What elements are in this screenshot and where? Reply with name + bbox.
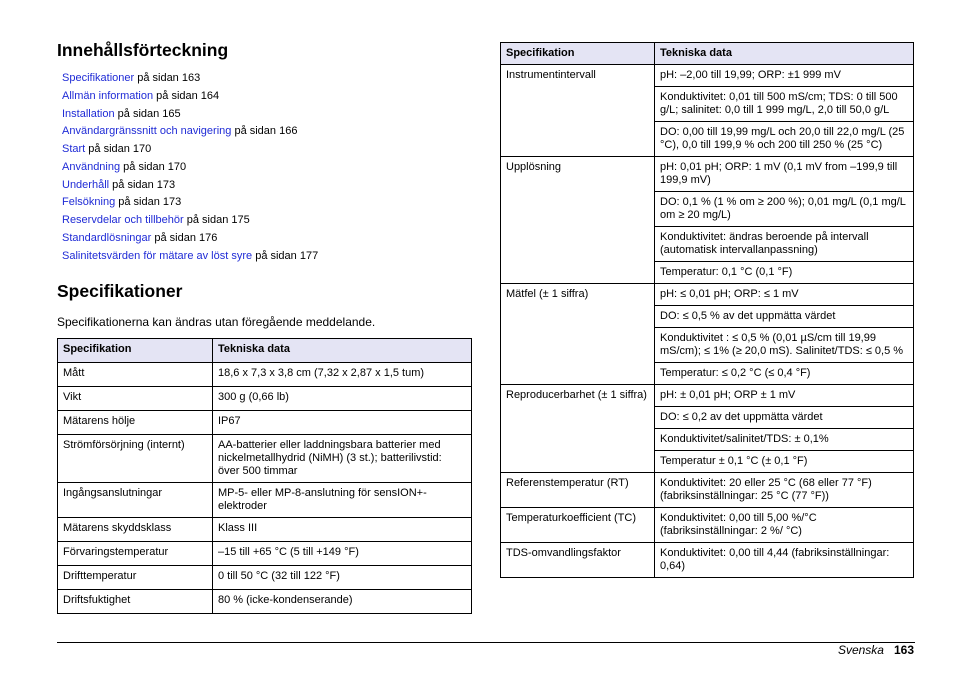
spec-name: Upplösning — [501, 157, 655, 284]
spec-name: TDS-omvandlingsfaktor — [501, 543, 655, 578]
table-row — [58, 566, 472, 590]
toc-link[interactable]: Salinitetsvärden för mätare av löst syre — [62, 249, 253, 262]
table-row — [501, 284, 914, 306]
toc-link[interactable]: Allmän information — [62, 89, 154, 102]
toc-item — [62, 248, 472, 266]
spec-value: MP-5- eller MP-8-anslutning för sensION+-elektroder — [213, 483, 472, 518]
table-row — [58, 363, 472, 387]
toc-link[interactable]: Användning — [62, 160, 121, 173]
spec-value: pH: –2,00 till 19,99; ORP: ±1 999 mV — [655, 65, 914, 87]
spec-value: Temperatur: ≤ 0,2 °C (≤ 0,4 °F) — [655, 363, 914, 385]
spec-value: 300 g (0,66 lb) — [213, 387, 472, 411]
toc-link[interactable]: Installation — [62, 107, 115, 120]
table-row — [58, 411, 472, 435]
toc-page-ref: på sidan 166 — [231, 125, 298, 138]
toc-item — [62, 123, 472, 141]
spec-table — [57, 338, 472, 614]
spec-name: Driftsfuktighet — [58, 590, 213, 614]
toc-item — [62, 212, 472, 230]
spec-name: Mätarens hölje — [58, 411, 213, 435]
spec-value: Konduktivitet: 20 eller 25 °C (68 eller 77 °F) (fabriksinställningar: 25 °C (77 °F)) — [655, 473, 914, 508]
table-row — [501, 385, 914, 407]
spec-value: IP67 — [213, 411, 472, 435]
table-row — [501, 65, 914, 87]
spec-value: DO: ≤ 0,5 % av det uppmätta värdet — [655, 306, 914, 328]
spec-name: Referenstemperatur (RT) — [501, 473, 655, 508]
toc-page-ref: på sidan 163 — [134, 72, 201, 84]
spec-value: pH: ± 0,01 pH; ORP ± 1 mV — [655, 385, 914, 407]
spec-name: Mätarens skyddsklass — [58, 518, 213, 542]
spec-value: Temperatur ± 0,1 °C (± 0,1 °F) — [655, 451, 914, 473]
toc-item — [62, 70, 472, 88]
toc-page-ref: på sidan 170 — [85, 143, 152, 155]
toc-item — [62, 141, 472, 159]
table-row — [501, 157, 914, 192]
spec-name: Förvaringstemperatur — [58, 542, 213, 566]
toc-link[interactable]: Felsökning — [62, 196, 116, 209]
right-column — [500, 42, 914, 578]
spec-name: Temperaturkoefficient (TC) — [501, 508, 655, 543]
table-row — [58, 435, 472, 483]
table-row — [501, 508, 914, 543]
toc-page-ref: på sidan 164 — [153, 89, 220, 102]
page-footer — [838, 643, 914, 657]
spec-value: DO: ≤ 0,2 av det uppmätta värdet — [655, 407, 914, 429]
spec-name: Instrumentintervall — [501, 65, 655, 157]
spec-value: Konduktivitet: 0,00 till 5,00 %/°C (fabriksinställningar: 2 %/ °C) — [655, 508, 914, 543]
spec-value: pH: ≤ 0,01 pH; ORP: ≤ 1 mV — [655, 284, 914, 306]
toc-link[interactable]: Reservdelar och tillbehör — [62, 214, 184, 226]
spec-value: Temperatur: 0,1 °C (0,1 °F) — [655, 262, 914, 284]
footer-language: Svenska — [837, 643, 884, 657]
column-header: Specifikation — [58, 339, 213, 363]
table-row — [58, 518, 472, 542]
spec-value: AA-batterier eller laddningsbara batterier med nickelmetallhydrid (NiMH) (3 st.); batterilivstid: över 500 timmar — [213, 435, 472, 483]
spec-table-continued — [500, 42, 914, 578]
spec-value: Konduktivitet: 0,01 till 500 mS/cm; TDS: 0 till 500 g/L; salinitet: 0,0 till 1 999 mg/L, 2,0 till 50,0 g/L — [655, 87, 914, 122]
toc-page-ref: på sidan 177 — [252, 249, 319, 262]
column-header: Tekniska data — [655, 43, 914, 65]
toc-item — [62, 88, 472, 106]
column-header: Specifikation — [501, 43, 655, 65]
spec-value: Konduktivitet: 0,00 till 4,44 (fabriksinställningar: 0,64) — [655, 543, 914, 578]
toc-page-ref: på sidan 175 — [183, 214, 250, 226]
toc-page-ref: på sidan 170 — [120, 160, 187, 173]
spec-value: Konduktivitet: ändras beroende på intervall (automatisk intervallanpassning) — [655, 227, 914, 262]
table-row — [58, 483, 472, 518]
spec-name: Reproducerbarhet (± 1 siffra) — [501, 385, 655, 473]
page-number: 163 — [893, 643, 914, 657]
toc-page-ref: på sidan 173 — [115, 196, 182, 209]
spec-name: Drifttemperatur — [58, 566, 213, 590]
toc-list — [62, 70, 472, 265]
table-header-row — [501, 43, 914, 65]
spec-value: 80 % (icke-kondenserande) — [213, 590, 472, 614]
spec-name: Strömförsörjning (internt) — [58, 435, 213, 483]
table-header-row — [58, 339, 472, 363]
left-column — [57, 38, 472, 614]
toc-item — [62, 177, 472, 195]
toc-link[interactable]: Standardlösningar — [62, 231, 152, 244]
spec-value: Klass III — [213, 518, 472, 542]
table-row — [58, 542, 472, 566]
toc-item — [62, 194, 472, 212]
spec-value: 18,6 x 7,3 x 3,8 cm (7,32 x 2,87 x 1,5 tum) — [213, 363, 472, 387]
spec-value: –15 till +65 °C (5 till +149 °F) — [213, 542, 472, 566]
spec-intro: Specifikationerna kan ändras utan föregående meddelande. — [57, 315, 376, 330]
spec-value: pH: 0,01 pH; ORP: 1 mV (0,1 mV from –199,9 till 199,9 mV) — [655, 157, 914, 192]
table-row — [58, 387, 472, 411]
toc-title: Innehållsförteckning — [57, 40, 229, 60]
table-row — [58, 590, 472, 614]
spec-value: Konduktivitet/salinitet/TDS: ± 0,1% — [655, 429, 914, 451]
toc-page-ref: på sidan 173 — [109, 178, 176, 191]
toc-page-ref: på sidan 176 — [151, 231, 218, 244]
spec-value: DO: 0,1 % (1 % om ≥ 200 %); 0,01 mg/L (0,1 mg/L om ≥ 20 mg/L) — [655, 192, 914, 227]
toc-item — [62, 106, 472, 124]
toc-page-ref: på sidan 165 — [114, 107, 181, 120]
toc-link[interactable]: Användargränssnitt och navigering — [62, 125, 232, 138]
spec-name: Mätfel (± 1 siffra) — [501, 284, 655, 385]
spec-value: Konduktivitet : ≤ 0,5 % (0,01 µS/cm till 19,99 mS/cm); ≤ 1% (≥ 20,0 mS). Salinitet/TDS: ≤ 0,5 % — [655, 328, 914, 363]
toc-link[interactable]: Specifikationer — [62, 72, 135, 84]
toc-link[interactable]: Underhåll — [62, 178, 110, 191]
spec-value: 0 till 50 °C (32 till 122 °F) — [213, 566, 472, 590]
spec-title: Specifikationer — [57, 281, 183, 302]
toc-link[interactable]: Start — [62, 143, 86, 155]
toc-item — [62, 230, 472, 248]
toc-item — [62, 159, 472, 177]
spec-name: Ingångsanslutningar — [58, 483, 213, 518]
spec-name: Vikt — [58, 387, 213, 411]
footer-rule — [57, 642, 915, 643]
column-header: Tekniska data — [213, 339, 472, 363]
table-row — [501, 473, 914, 508]
spec-value: DO: 0,00 till 19,99 mg/L och 20,0 till 22,0 mg/L (25 °C), 0,0 till 199,9 % och 200 till 250 % (25 °C) — [655, 122, 914, 157]
spec-name: Mått — [58, 363, 213, 387]
table-row — [501, 543, 914, 578]
